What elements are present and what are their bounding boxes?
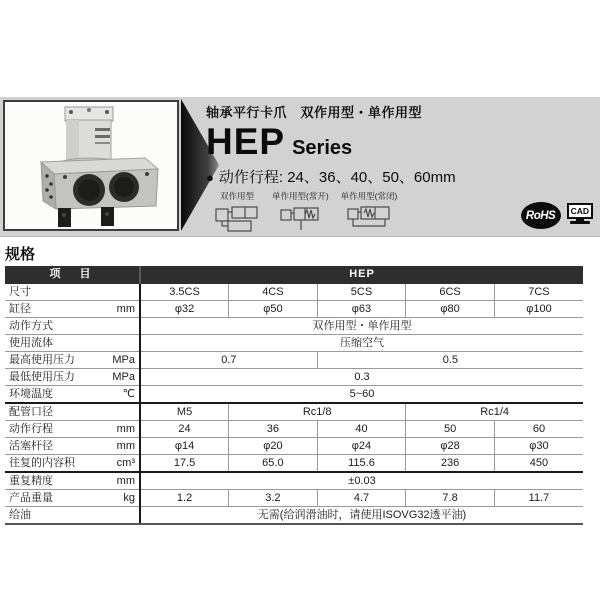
table-cell: φ50 xyxy=(229,301,318,318)
table-cell: 36 xyxy=(229,421,318,438)
table-cell: M5 xyxy=(140,403,229,421)
single-acting-no-symbol-icon xyxy=(279,203,321,233)
table-cell: φ24 xyxy=(317,438,406,455)
table-cell: 3.5CS xyxy=(140,284,229,301)
series-column-header: HEP xyxy=(140,266,583,284)
table-row xyxy=(5,284,583,301)
table-cell: 65.0 xyxy=(229,455,318,473)
table-cell: 双作用型・单作用型 xyxy=(140,318,583,335)
table-cell: φ32 xyxy=(140,301,229,318)
diagram-label: 单作用型(常开) xyxy=(272,191,329,201)
row-label: 产品重量 kg xyxy=(5,490,140,507)
table-cell: φ20 xyxy=(229,438,318,455)
table-cell: φ28 xyxy=(406,438,495,455)
table-row xyxy=(5,369,583,386)
table-cell: 0.5 xyxy=(317,352,583,369)
table-cell: 50 xyxy=(406,421,495,438)
table-cell: 7CS xyxy=(494,284,583,301)
row-label: 最高使用压力 MPa xyxy=(5,352,140,369)
table-cell: 5~60 xyxy=(140,386,583,404)
single-acting-nc-symbol-icon xyxy=(346,203,392,233)
rohs-label: RoHS xyxy=(525,209,556,222)
cad-label: CAD xyxy=(567,203,593,219)
row-label: 活塞杆径 mm xyxy=(5,438,140,455)
table-cell: φ14 xyxy=(140,438,229,455)
row-label: 配管口径 xyxy=(5,403,140,421)
diagram-label: 双作用型 xyxy=(219,191,254,201)
product-subtitle: 轴承平行卡爪 双作用型・单作用型 xyxy=(206,105,423,120)
double-acting-symbol-icon xyxy=(214,203,260,233)
table-cell: 压缩空气 xyxy=(140,335,583,352)
table-row xyxy=(5,352,583,369)
table-cell: φ80 xyxy=(406,301,495,318)
table-cell: 24 xyxy=(140,421,229,438)
table-row xyxy=(5,335,583,352)
table-cell: 450 xyxy=(494,455,583,473)
row-label: 给油 xyxy=(5,507,140,525)
diagram-double-acting xyxy=(214,190,260,233)
row-label: 最低使用压力 MPa xyxy=(5,369,140,386)
product-photo xyxy=(3,100,179,231)
spec-table xyxy=(5,266,583,525)
table-cell: 115.6 xyxy=(317,455,406,473)
series-title xyxy=(206,121,456,163)
table-cell: 1.2 xyxy=(140,490,229,507)
cad-badge-icon xyxy=(567,203,593,224)
row-label: 尺寸 xyxy=(5,284,140,301)
table-cell: 7.8 xyxy=(406,490,495,507)
table-row xyxy=(5,386,583,404)
row-label: 重复精度 mm xyxy=(5,472,140,490)
header-band xyxy=(0,97,600,237)
diagram-single-acting-nc xyxy=(341,190,398,233)
row-label: 使用流体 xyxy=(5,335,140,352)
table-cell: 17.5 xyxy=(140,455,229,473)
rohs-badge-icon xyxy=(521,202,561,229)
table-row xyxy=(5,507,583,525)
table-cell: Rc1/4 xyxy=(406,403,583,421)
bullet-icon: ● xyxy=(206,170,214,185)
table-row xyxy=(5,318,583,335)
table-cell: 5CS xyxy=(317,284,406,301)
table-cell: 40 xyxy=(317,421,406,438)
table-cell: φ63 xyxy=(317,301,406,318)
table-header-row xyxy=(5,266,583,284)
table-row xyxy=(5,455,583,473)
table-cell: φ100 xyxy=(494,301,583,318)
series-name: HEP xyxy=(206,121,286,162)
series-suffix: Series xyxy=(292,137,353,159)
table-row xyxy=(5,301,583,318)
table-cell: 无需(给润滑油时，请使用ISOVG32透平油) xyxy=(140,507,583,525)
table-row xyxy=(5,403,583,421)
table-cell: ±0.03 xyxy=(140,472,583,490)
section-title: 规格 xyxy=(5,246,36,263)
actuation-diagrams xyxy=(214,190,397,233)
table-cell: 11.7 xyxy=(494,490,583,507)
table-row xyxy=(5,421,583,438)
row-label: 环境温度 ℃ xyxy=(5,386,140,404)
spec-table-body xyxy=(5,266,583,524)
cad-badge-base xyxy=(570,221,590,224)
table-row xyxy=(5,438,583,455)
table-cell: 0.3 xyxy=(140,369,583,386)
row-label: 往复的内容积 cm³ xyxy=(5,455,140,473)
table-cell: 4.7 xyxy=(317,490,406,507)
row-label: 动作行程 mm xyxy=(5,421,140,438)
item-column-header: 项 目 xyxy=(5,266,140,284)
stroke-range-text: 动作行程: 24、36、40、50、60mm xyxy=(218,169,456,186)
table-row xyxy=(5,490,583,507)
table-row xyxy=(5,472,583,490)
gripper-illustration xyxy=(5,102,177,229)
table-cell: 3.2 xyxy=(229,490,318,507)
row-label: 缸径 mm xyxy=(5,301,140,318)
table-cell: Rc1/8 xyxy=(229,403,406,421)
table-cell: φ30 xyxy=(494,438,583,455)
header-text-block xyxy=(206,102,456,187)
diagram-single-acting-no xyxy=(272,190,329,233)
table-cell: 236 xyxy=(406,455,495,473)
table-cell: 60 xyxy=(494,421,583,438)
table-cell: 6CS xyxy=(406,284,495,301)
row-label: 动作方式 xyxy=(5,318,140,335)
compliance-badges xyxy=(521,202,593,229)
stroke-range-line xyxy=(206,166,456,187)
diagram-label: 单作用型(常闭) xyxy=(340,191,398,201)
table-cell: 0.7 xyxy=(140,352,317,369)
table-cell: 4CS xyxy=(229,284,318,301)
